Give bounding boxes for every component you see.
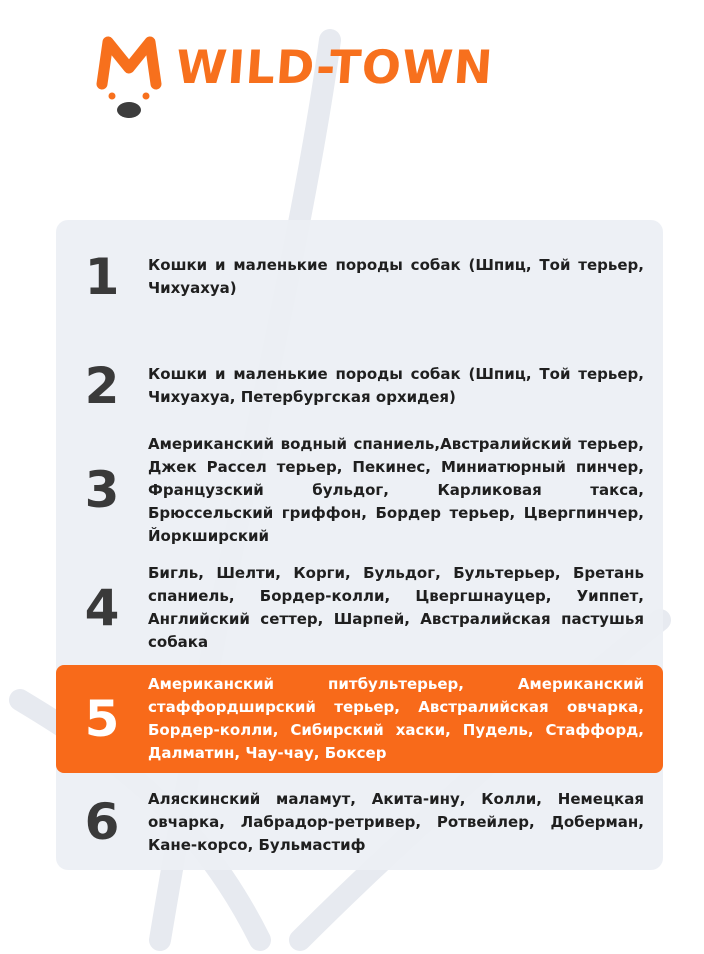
item-text: Американский водный спаниель,Австралийский терьер, Джек Рассел терьер, Пекинес, Миниатюрный пинчер, Французский бульдог, Карликовая такса, Брюссельский гриффон, Бордер терьер, Цвергпинчер, Йоркширский (148, 434, 644, 545)
item-number: 1 (84, 248, 120, 306)
bear-m-logo-icon (96, 30, 162, 126)
list-item (56, 786, 663, 858)
list-item (56, 560, 663, 656)
item-number: 3 (84, 461, 120, 519)
item-number: 4 (84, 579, 120, 637)
item-text: Американский питбультерьер, Американский стаффордширский терьер, Австралийская овчарка, Бордер-колли, Сибирский хаски, Пудель, Стаффорд, Далматин, Чау-чау, Боксер (148, 675, 644, 762)
brand-logo (96, 30, 496, 126)
list-item (56, 354, 663, 418)
brand-name: WILD-TOWN (174, 40, 496, 94)
list-item (56, 245, 663, 309)
list-item (56, 434, 663, 545)
item-number: 2 (84, 357, 120, 415)
item-text: Кошки и маленькие породы собак (Шпиц, Той терьер, Чихуахуа, Петербургская орхидея) (148, 365, 644, 406)
list-item-highlighted (56, 665, 663, 773)
item-text: Аляскинский маламут, Акита-ину, Колли, Немецкая овчарка, Лабрадор-ретривер, Ротвейлер, Доберман, Кане-корсо, Бульмастиф (148, 789, 644, 854)
item-text: Кошки и маленькие породы собак (Шпиц, Той терьер, Чихуахуа) (148, 256, 644, 297)
item-number: 6 (84, 793, 120, 851)
item-text: Бигль, Шелти, Корги, Бульдог, Бультерьер, Бретань спаниель, Бордер-колли, Цвергшнауцер, Уиппет, Английский сеттер, Шарпей, Австралийская пастушья собака (148, 564, 644, 651)
item-number: 5 (84, 690, 120, 748)
